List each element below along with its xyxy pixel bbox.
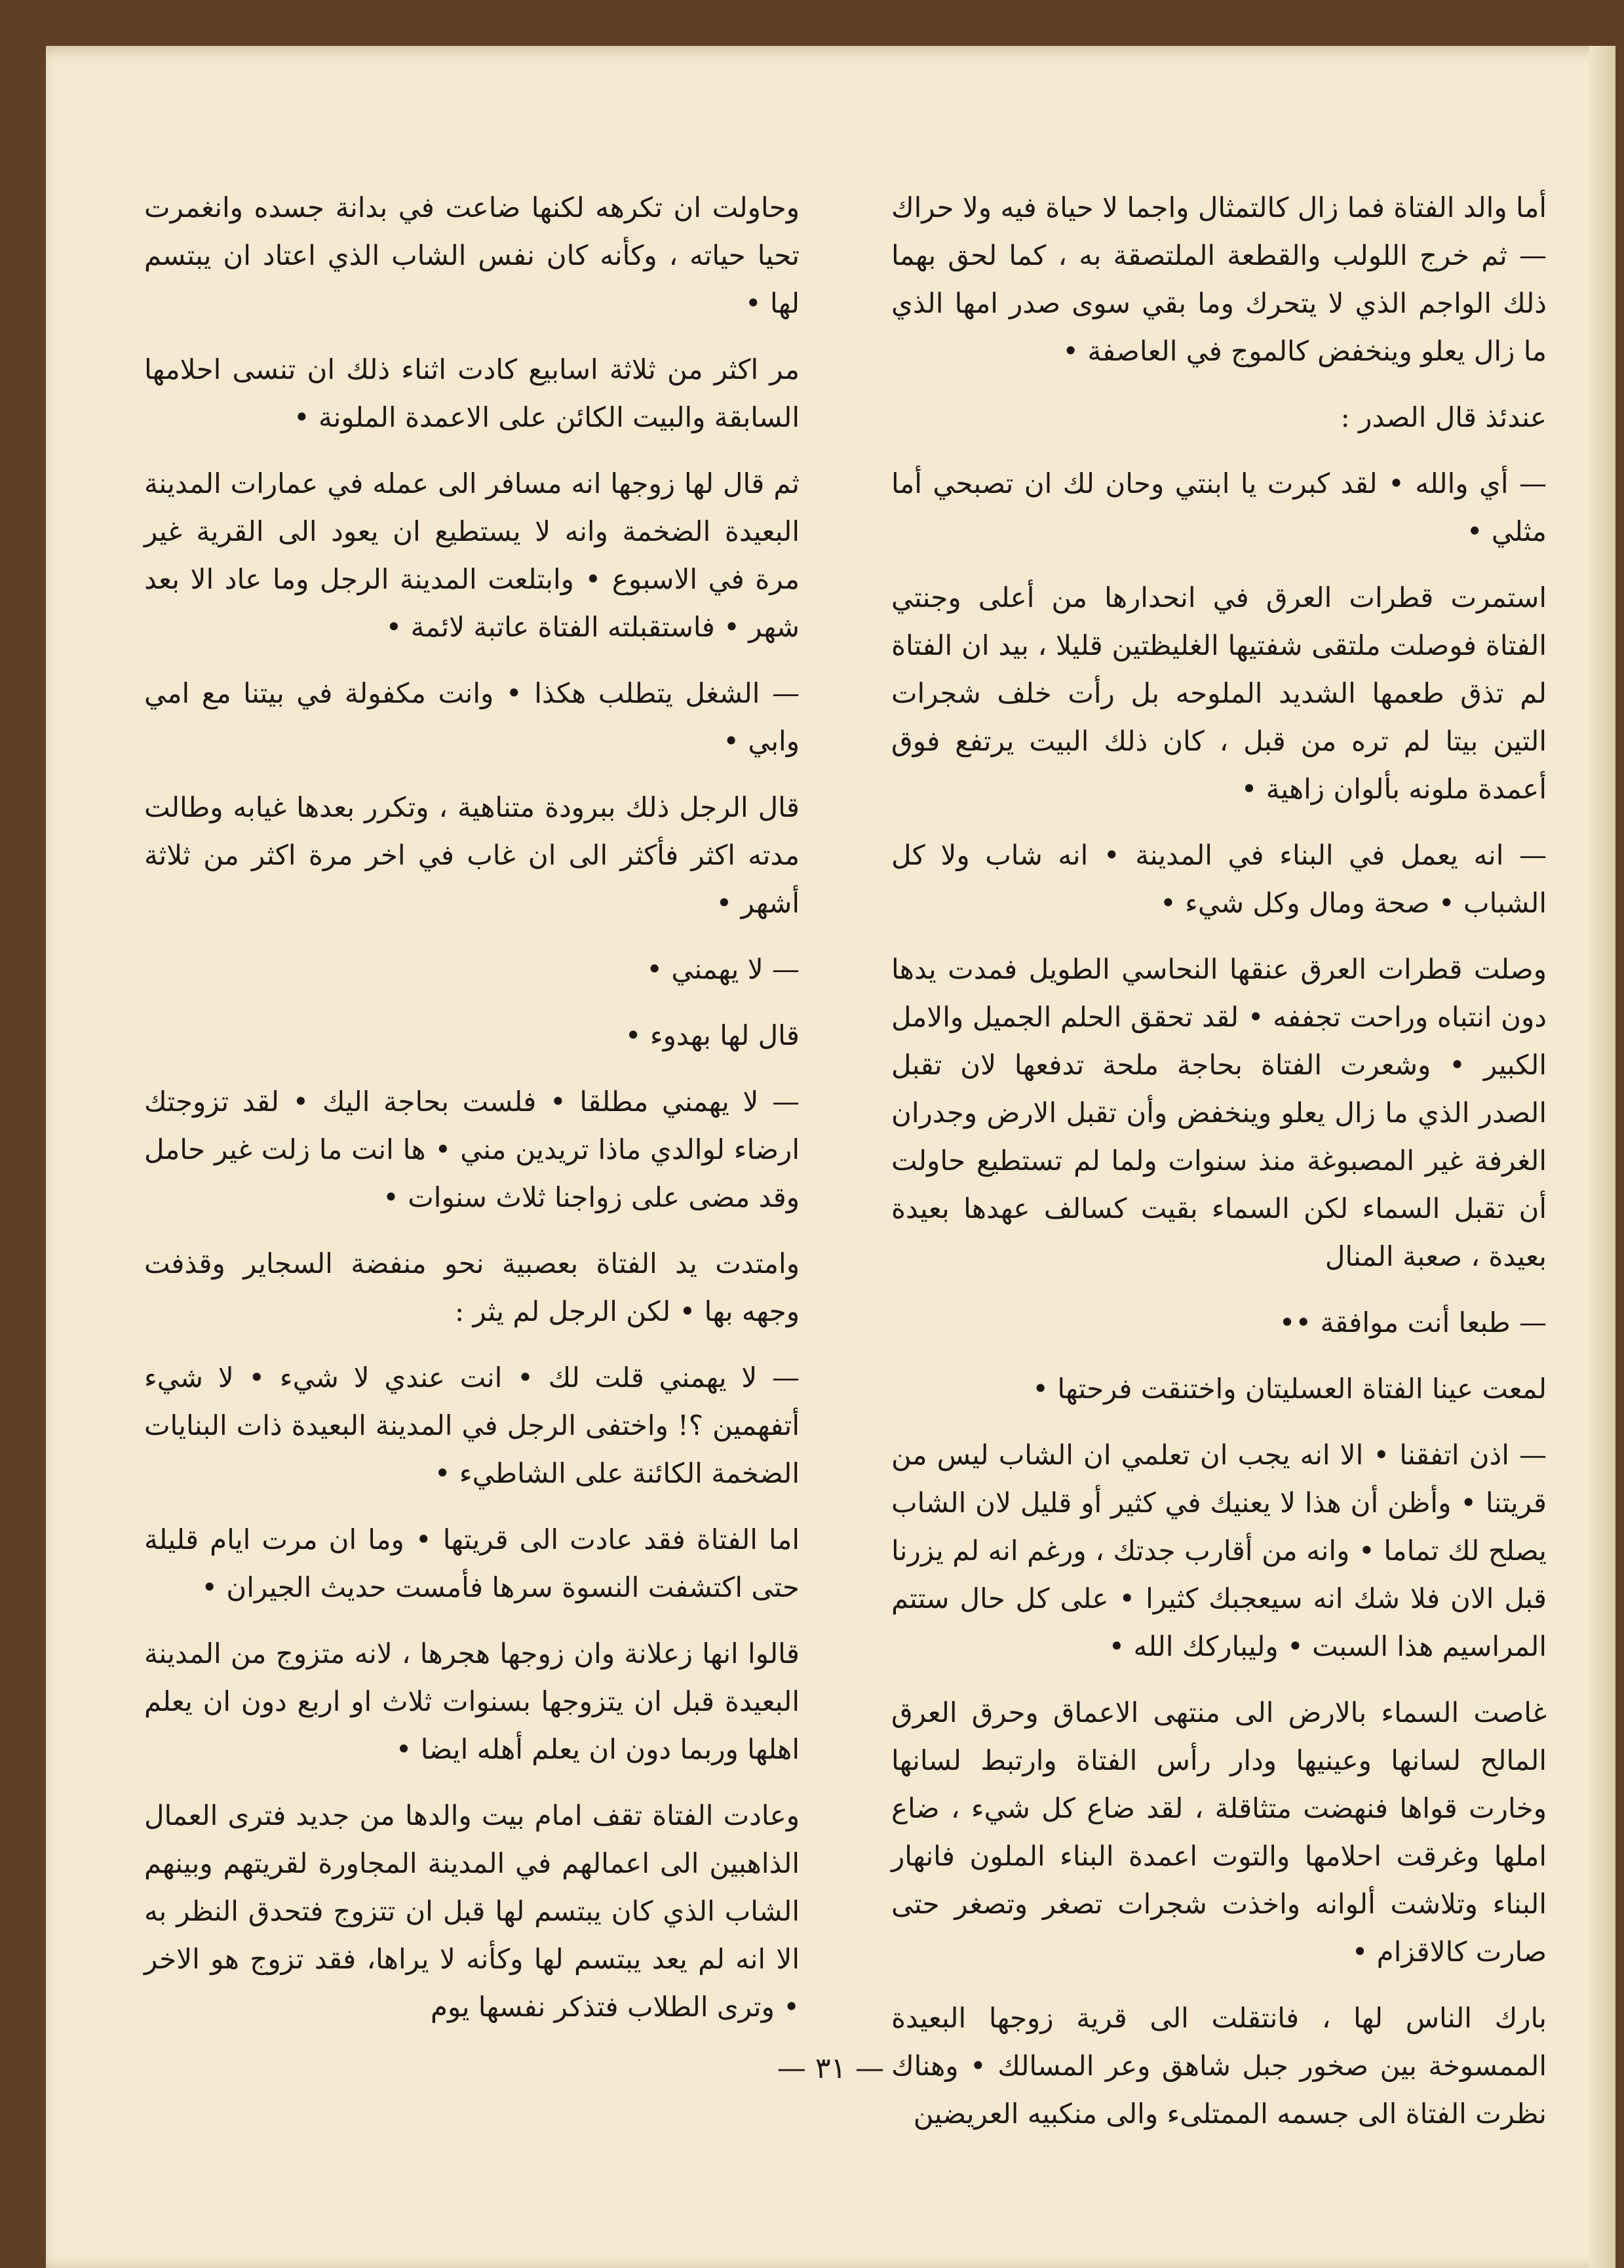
paragraph: وعادت الفتاة تقف امام بيت والدها من جديد فترى العمال الذاهبين الى اعمالهم في المدينة المجاورة لقريتهم وبينهم الشاب الذي كان يبتسم لها قبل ان تتزوج فتحدق النظر به الا انه لم يعد يبتسم لها وكأنه لا يراها، فقد تزوج هو الاخر • وترى الطلاب فتذكر نفسها يوم: [144, 1799, 800, 2023]
paragraph: غاصت السماء بالارض الى منتهى الاعماق وحرق العرق المالح لسانها وعينيها ودار رأس الفتاة وارتبط لسانها وخارت قواها فنهضت متثاقلة ، لقد ضاع كل شيء ، ضاع املها وغرقت احلامها والتوت اعمدة البناء الملون فانهار البناء وتلاشت ألوانه واخذت شجرات تصغر وتصغر حتى صارت كالاقزام •: [891, 1696, 1547, 1968]
page-number: — ٣١ —: [777, 2052, 885, 2085]
paragraph: قال الرجل ذلك ببرودة متناهية ، وتكرر بعدها غيابه وطالت مدته اكثر فأكثر الى ان غاب في اخر مرة اكثر من ثلاثة أشهر •: [144, 791, 800, 919]
paragraph: — لا يهمني •: [646, 953, 800, 985]
book-page: [46, 46, 1615, 2268]
paragraph: لمعت عينا الفتاة العسليتان واختنقت فرحتها •: [1032, 1373, 1547, 1405]
paragraph: — انه يعمل في البناء في المدينة • انه شاب ولا كل الشباب • صحة ومال وكل شيء •: [891, 839, 1547, 919]
text-column-left: [144, 184, 800, 2049]
paragraph: مر اكثر من ثلاثة اسابيع كادت اثناء ذلك ان تنسى احلامها السابقة والبيت الكائن على الاعمدة الملونة •: [144, 353, 800, 433]
paragraph: — لا يهمني قلت لك • انت عندي لا شيء • لا شيء أتفهمين ؟! واختفى الرجل في المدينة البعيدة ذات البنايات الضخمة الكائنة على الشاطيء •: [144, 1361, 800, 1489]
paragraph: قال لها بهدوء •: [625, 1019, 800, 1051]
paragraph: اما الفتاة فقد عادت الى قريتها • وما ان مرت ايام قليلة حتى اكتشفت النسوة سرها فأمست حديث الجيران •: [144, 1523, 800, 1603]
paragraph: بارك الناس لها ، فانتقلت الى قرية زوجها البعيدة الممسوخة بين صخور جبل شاهق وعر المسالك • وهناك نظرت الفتاة الى جسمه الممتلىء والى منكبيه العريضين: [891, 2002, 1547, 2130]
paragraph: عندئذ قال الصدر :: [1340, 401, 1547, 433]
page-binding-shadow: [1589, 46, 1615, 2268]
paragraph: وحاولت ان تكرهه لكنها ضاعت في بدانة جسده وانغمرت تحيا حياته ، وكأنه كان نفس الشاب الذي اعتاد ان يبتسم لها •: [144, 191, 800, 319]
paragraph: — لا يهمني مطلقا • فلست بحاجة اليك • لقد تزوجتك ارضاء لوالدي ماذا تريدين مني • ها انت ما زلت غير حامل وقد مضى على زواجنا ثلاث سنوات •: [144, 1085, 800, 1213]
paragraph: وامتدت يد الفتاة بعصبية نحو منفضة السجاير وقذفت وجهه بها • لكن الرجل لم يثر :: [144, 1247, 800, 1327]
paragraph: — أي والله • لقد كبرت يا ابنتي وحان لك ان تصبحي أما مثلي •: [891, 467, 1547, 547]
paragraph: أما والد الفتاة فما زال كالتمثال واجما لا حياة فيه ولا حراك — ثم خرج اللولب والقطعة الملتصقة به ، كما لحق بهما ذلك الواجم الذي لا يتحرك وما بقي سوى صدر امها الذي ما زال يعلو وينخفض كالموج في العاصفة •: [891, 191, 1547, 367]
paragraph: وصلت قطرات العرق عنقها النحاسي الطويل فمدت يدها دون انتباه وراحت تجففه • لقد تحقق الحلم الجميل والامل الكبير • وشعرت الفتاة بحاجة ملحة تدفعها لان تقبل الصدر الذي ما زال يعلو وينخفض وأن تقبل الارض وجدران الغرفة غير المصبوغة منذ سنوات ولما لم تستطيع حاولت أن تقبل السماء لكن السماء بقيت كسالف عهدها بعيدة بعيدة ، صعبة المنال: [891, 953, 1547, 1272]
paragraph: استمرت قطرات العرق في انحدارها من أعلى وجنتي الفتاة فوصلت ملتقى شفتيها الغليظتين قليلا ، بيد ان الفتاة لم تذق طعمها الشديد الملوحه بل رأت خلف شجرات التين بيتا لم تره من قبل ، كان ذلك البيت يرتفع فوق أعمدة ملونه بألوان زاهية •: [891, 581, 1547, 805]
paragraph: — طبعا أنت موافقة ••: [1279, 1306, 1547, 1339]
paragraph: — اذن اتفقنا • الا انه يجب ان تعلمي ان الشاب ليس من قريتنا • وأظن أن هذا لا يعنيك في كثير أو قليل لان الشاب يصلح لك تماما • وانه من أقارب جدتك ، ورغم انه لم يزرنا قبل الان فلا شك انه سيعجبك كثيرا • على كل حال ستتم المراسيم هذا السبت • وليباركك الله •: [891, 1439, 1547, 1662]
paragraph: قالوا انها زعلانة وان زوجها هجرها ، لانه متزوج من المدينة البعيدة قبل ان يتزوجها بسنوات ثلاث او اربع دون ان يعلم اهلها وربما دون ان يعلم أهله ايضا •: [144, 1637, 800, 1765]
paragraph: — الشغل يتطلب هكذا • وانت مكفولة في بيتنا مع امي وابي •: [144, 677, 800, 757]
paragraph: ثم قال لها زوجها انه مسافر الى عمله في عمارات المدينة البعيدة الضخمة وانه لا يستطيع ان يعود الى القرية غير مرة في الاسبوع • وابتلعت المدينة الرجل وما عاد الا بعد شهر • فاستقبلته الفتاة عاتبة لائمة •: [144, 467, 800, 643]
text-column-right: [891, 184, 1547, 2156]
